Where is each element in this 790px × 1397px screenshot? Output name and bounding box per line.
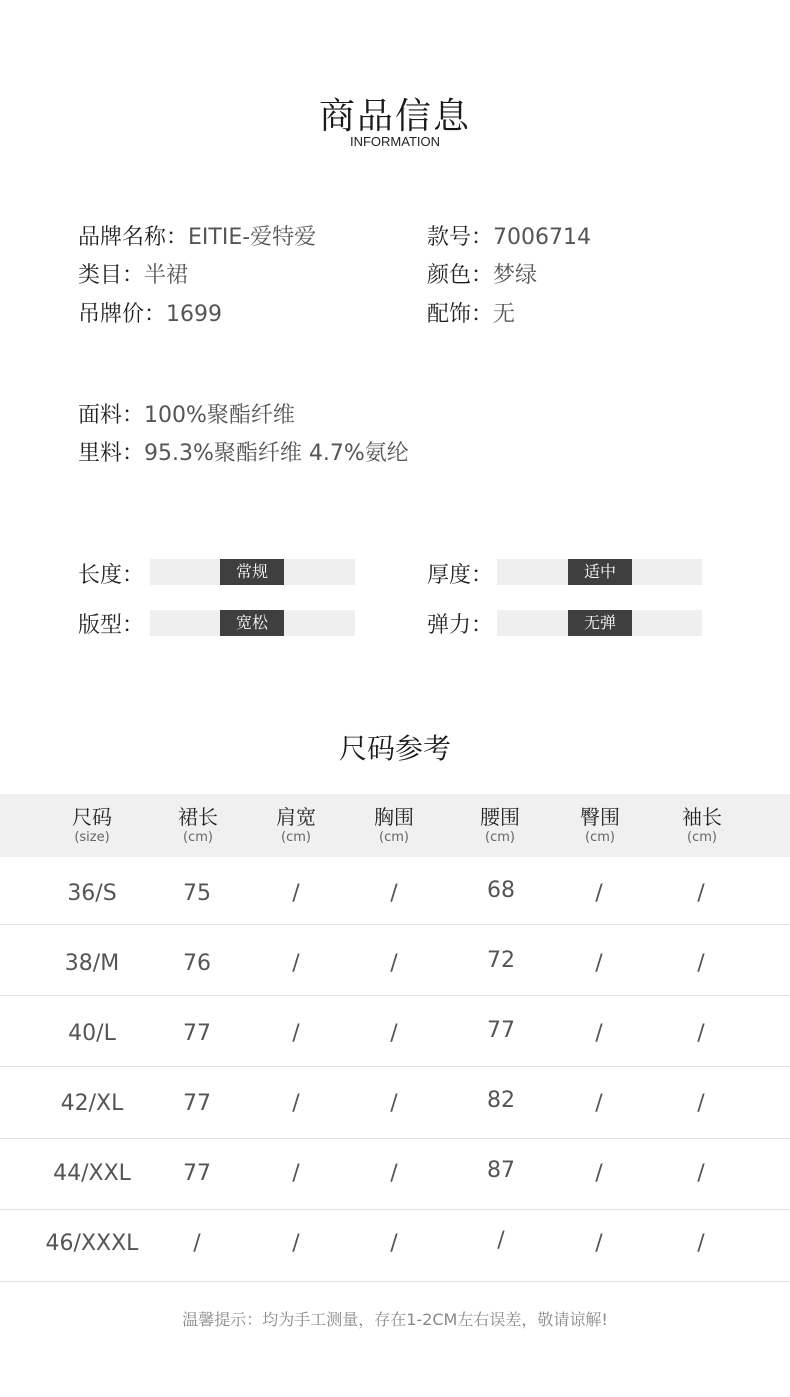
table-cell: / — [595, 1021, 603, 1046]
attr-elasticity-label: 弹力： — [427, 613, 494, 638]
attr-thickness-label: 厚度： — [427, 563, 494, 588]
size-chart-title: 尺码参考 — [338, 732, 451, 765]
table-cell: / — [390, 1231, 398, 1256]
table-cell: / — [595, 951, 603, 976]
table-cell: / — [390, 1091, 398, 1116]
col-waist-unit: (cm) — [485, 830, 515, 845]
page-title: 商品信息 — [318, 96, 471, 137]
col-size-unit: (size) — [74, 830, 110, 845]
attr-fit-label: 版型： — [78, 613, 145, 638]
table-cell: 77 — [183, 1091, 211, 1116]
info-color — [427, 257, 537, 295]
fabric-lining-value: 95.3%聚酯纤维 4.7%氨纶 — [144, 441, 409, 466]
col-chest — [344, 804, 444, 846]
info-brand-label: 品牌名称： — [78, 225, 189, 250]
info-brand — [78, 219, 316, 257]
table-cell: / — [390, 1161, 398, 1186]
info-price-value: 1699 — [166, 302, 223, 327]
col-sleeve — [652, 804, 752, 846]
table-cell: / — [292, 1161, 300, 1186]
row-divider — [0, 1281, 790, 1282]
measurement-note: 温馨提示：均为手工测量，存在1-2CM左右误差，敬请谅解! — [182, 1310, 608, 1329]
col-shoulder — [246, 804, 346, 846]
col-shoulder-name: 肩宽 — [276, 805, 316, 829]
info-category-label: 类目： — [78, 263, 145, 288]
table-cell: / — [697, 881, 705, 906]
table-cell: / — [292, 1231, 300, 1256]
table-cell: 87 — [487, 1158, 515, 1183]
attr-length-value: 常规 — [220, 559, 284, 585]
table-cell: / — [292, 951, 300, 976]
table-cell: / — [292, 881, 300, 906]
info-category-value: 半裙 — [144, 263, 189, 288]
col-hip-unit: (cm) — [585, 830, 615, 845]
table-cell: / — [595, 1091, 603, 1116]
fabric-outer-value: 100%聚酯纤维 — [144, 403, 295, 428]
table-cell: / — [595, 1231, 603, 1256]
table-cell: / — [697, 1231, 705, 1256]
table-cell: 44/XXL — [53, 1161, 131, 1186]
table-cell: 68 — [487, 878, 515, 903]
info-accessory-value: 无 — [493, 302, 516, 327]
table-cell: / — [697, 1021, 705, 1046]
col-waist — [450, 804, 550, 846]
row-divider — [0, 1138, 790, 1139]
info-price — [78, 296, 222, 334]
col-hip — [550, 804, 650, 846]
row-divider — [0, 995, 790, 996]
col-skirt-length-unit: (cm) — [183, 830, 213, 845]
table-cell: 75 — [183, 881, 211, 906]
table-cell: 76 — [183, 951, 211, 976]
table-cell: / — [390, 951, 398, 976]
info-model-label: 款号： — [427, 225, 494, 250]
col-size — [42, 804, 142, 846]
table-cell: / — [193, 1231, 201, 1256]
table-cell: 36/S — [67, 881, 117, 906]
table-cell: / — [292, 1021, 300, 1046]
table-cell: 77 — [487, 1018, 515, 1043]
table-cell: 42/XL — [60, 1091, 124, 1116]
col-sleeve-name: 袖长 — [682, 805, 722, 829]
col-chest-unit: (cm) — [379, 830, 409, 845]
table-cell: / — [697, 951, 705, 976]
table-cell: / — [697, 1091, 705, 1116]
table-cell: 38/M — [64, 951, 120, 976]
col-waist-name: 腰围 — [480, 805, 520, 829]
table-cell: 77 — [183, 1161, 211, 1186]
info-brand-value: EITIE-爱特爱 — [188, 225, 317, 250]
col-size-name: 尺码 — [72, 805, 112, 829]
fabric-lining — [78, 435, 409, 473]
col-skirt-length-name: 裙长 — [178, 805, 218, 829]
info-accessory — [427, 296, 515, 334]
info-model-value: 7006714 — [493, 225, 591, 250]
table-cell: / — [292, 1091, 300, 1116]
col-chest-name: 胸围 — [374, 805, 414, 829]
col-hip-name: 臀围 — [580, 805, 620, 829]
info-accessory-label: 配饰： — [427, 302, 494, 327]
attr-length-label: 长度： — [78, 563, 145, 588]
info-category — [78, 257, 188, 295]
info-color-value: 梦绿 — [493, 263, 538, 288]
table-cell: 77 — [183, 1021, 211, 1046]
col-sleeve-unit: (cm) — [687, 830, 717, 845]
table-cell: / — [595, 881, 603, 906]
row-divider — [0, 924, 790, 925]
info-model — [427, 219, 591, 257]
row-divider — [0, 1066, 790, 1067]
fabric-outer-label: 面料： — [78, 403, 145, 428]
info-price-label: 吊牌价： — [78, 302, 167, 327]
table-cell: 46/XXXL — [45, 1231, 139, 1256]
table-cell: 40/L — [68, 1021, 116, 1046]
info-color-label: 颜色： — [427, 263, 494, 288]
table-cell: / — [390, 881, 398, 906]
table-cell: 72 — [487, 948, 515, 973]
page-subtitle: INFORMATION — [349, 134, 441, 149]
table-cell: / — [595, 1161, 603, 1186]
table-cell: / — [497, 1228, 505, 1253]
col-shoulder-unit: (cm) — [281, 830, 311, 845]
table-cell: 82 — [487, 1088, 515, 1113]
attr-thickness-value: 适中 — [568, 559, 632, 585]
col-skirt-length — [148, 804, 248, 846]
attr-elasticity-value: 无弹 — [568, 610, 632, 636]
table-cell: / — [390, 1021, 398, 1046]
fabric-outer — [78, 397, 295, 435]
row-divider — [0, 1209, 790, 1210]
fabric-lining-label: 里料： — [78, 441, 145, 466]
table-cell: / — [697, 1161, 705, 1186]
attr-fit-value: 宽松 — [220, 610, 284, 636]
